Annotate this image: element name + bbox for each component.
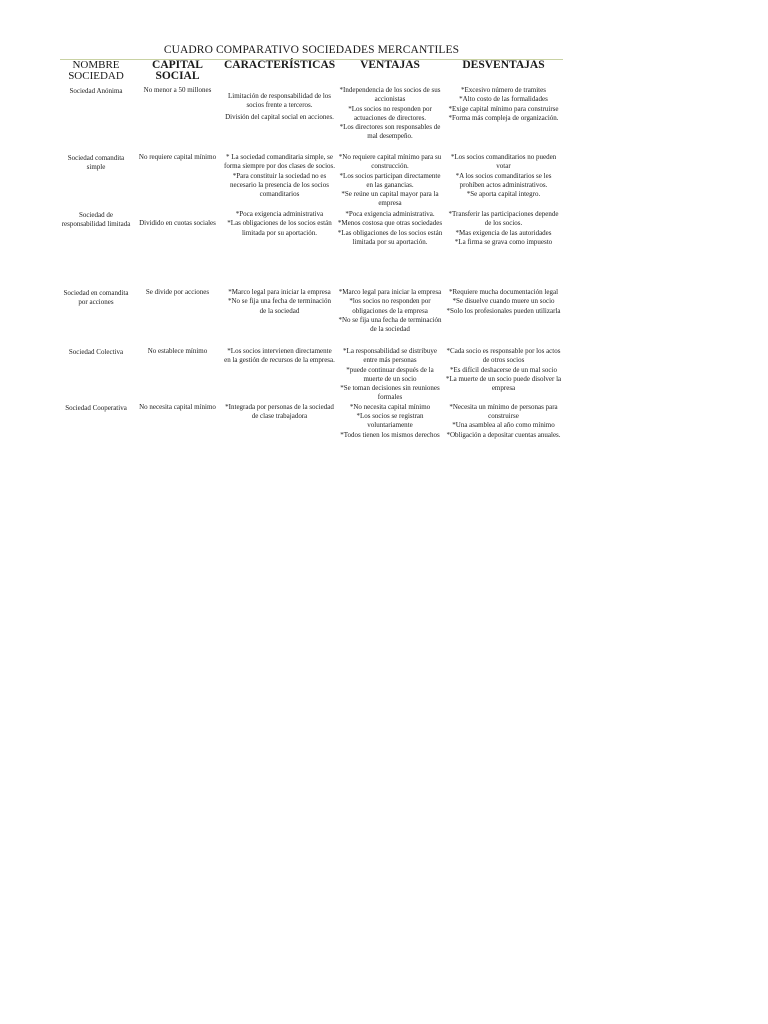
cell-desventajas bbox=[444, 288, 563, 347]
list-item: *Requiere mucha documentación legal bbox=[448, 288, 559, 296]
list-item: *Es difícil deshacerse de un mal socio bbox=[450, 365, 557, 374]
list-item: *Solo los profesionales pueden utilizarla bbox=[446, 306, 561, 315]
list-item: *Se toman decisiones sin reuniones formales bbox=[340, 384, 440, 402]
list-item: *Exige capital mínimo para construirse bbox=[448, 104, 559, 113]
cell-ventajas bbox=[336, 210, 444, 288]
cell-name: Sociedad en comandita por acciones bbox=[63, 289, 129, 307]
list-item: *Transferir las participaciones depende de los socios. bbox=[448, 210, 559, 228]
list-item: *Todos tienen los mismos derechos bbox=[340, 430, 440, 439]
list-item: *Poca exigencia administrativa. bbox=[345, 210, 435, 218]
comparison-table bbox=[60, 60, 563, 464]
list-item: *Una asamblea al año como mínimo bbox=[452, 421, 555, 430]
list-item: *Se aporta capital integro. bbox=[466, 190, 541, 199]
list-item: *Los socios participan directamente en las ganancias. bbox=[339, 171, 441, 189]
cell-caracteristicas bbox=[223, 153, 336, 210]
table-header-row bbox=[60, 60, 563, 86]
cell-caracteristicas bbox=[223, 210, 336, 288]
cell-ventajas bbox=[336, 347, 444, 403]
list-item: *Forma más compleja de organización. bbox=[448, 113, 559, 122]
list-item: *Alto costo de las formalidades bbox=[459, 95, 548, 104]
list-item: *Las obligaciones de los socios están limitada por su aportación. bbox=[337, 228, 443, 246]
cell-ventajas bbox=[336, 86, 444, 153]
list-item: *Necesita un mínimo de personas para construirse bbox=[449, 402, 558, 421]
list-item: *los socios no responden por obligaciones de la empresa bbox=[349, 297, 431, 315]
list-item: *Los socios comanditarios no pueden votar bbox=[450, 153, 557, 171]
cell-caracteristicas bbox=[223, 403, 336, 464]
cell-name: Sociedad Anónima bbox=[69, 87, 123, 95]
list-item: *Los socios intervienen directamente en la gestión de recursos de la empresa. bbox=[224, 347, 335, 365]
header-desventajas: DESVENTAJAS bbox=[462, 59, 545, 71]
cell-desventajas bbox=[444, 153, 563, 210]
list-item: *No necesita capital mínimo bbox=[349, 402, 431, 411]
cell-caracteristicas bbox=[223, 288, 336, 347]
table-row bbox=[60, 153, 563, 210]
table-row bbox=[60, 403, 563, 464]
document-title: CUADRO COMPARATIVO SOCIEDADES MERCANTILES bbox=[163, 44, 460, 56]
cell-ventajas bbox=[336, 403, 444, 464]
list-item: *Poca exigencia administrativa bbox=[235, 210, 324, 218]
header-caracteristicas: CARACTERÍSTICAS bbox=[224, 59, 336, 71]
list-item: *Mas exigencia de las autoridades bbox=[455, 228, 552, 237]
list-item: *A los socios comanditarios se les prohíben actos administrativos. bbox=[455, 171, 552, 189]
cell-capital: Se divide por acciones bbox=[145, 288, 210, 296]
list-item: *Se reúne un capital mayor para la empresa bbox=[341, 190, 439, 208]
list-item: *Obligación a depositar cuentas anuales. bbox=[446, 430, 561, 439]
cell-desventajas bbox=[444, 86, 563, 153]
header-ventajas: VENTAJAS bbox=[360, 59, 420, 71]
table-row bbox=[60, 347, 563, 403]
header-capital: CAPITAL SOCIAL bbox=[152, 59, 203, 82]
cell-ventajas bbox=[336, 153, 444, 210]
list-item: *No se fija una fecha de terminación de la sociedad bbox=[227, 297, 331, 315]
table-row bbox=[60, 210, 563, 288]
cell-name: Sociedad Cooperativa bbox=[65, 403, 127, 412]
cell-capital: Dividido en cuotas sociales bbox=[139, 219, 216, 227]
list-item: *Integrada por personas de la sociedad de clase trabajadora bbox=[225, 402, 334, 421]
cell-name: Sociedad de responsabilidad limitada bbox=[61, 211, 131, 229]
list-item: *Para constituir la sociedad no es necesario la presencia de los socios comanditarios bbox=[230, 171, 329, 199]
cell-capital: No requiere capital mínimo bbox=[138, 153, 217, 161]
list-item: *Se disuelve cuando muere un socio bbox=[452, 297, 555, 306]
header-nombre: NOMBRE SOCIEDAD bbox=[68, 59, 124, 82]
table-row bbox=[60, 86, 563, 153]
list-item: *Las obligaciones de los socios están limitada por su aportación. bbox=[227, 219, 332, 237]
list-item: *Los directores son responsables de mal desempeño. bbox=[339, 123, 441, 141]
table-row bbox=[60, 288, 563, 347]
cell-desventajas bbox=[444, 403, 563, 464]
list-item: *La muerte de un socio puede disolver la empresa bbox=[445, 374, 562, 393]
cell-caracteristicas bbox=[223, 86, 336, 153]
list-item: *No requiere capital mínimo para su construcción. bbox=[338, 153, 442, 171]
cell-name: Sociedad Colectiva bbox=[68, 348, 124, 356]
list-item: *puede continuar después de la muerte de un socio bbox=[346, 365, 434, 383]
cell-capital: No menor a 50 millones bbox=[143, 86, 212, 94]
list-item: *La firma se grava como impuesto bbox=[454, 237, 553, 246]
cell-capital: No necesita capital mínimo bbox=[139, 402, 216, 411]
list-item: *Independencia de los socios de sus accionistas bbox=[339, 86, 441, 104]
list-item: *Menos costosa que otras sociedades bbox=[337, 219, 443, 228]
list-item: *La responsabilidad se distribuye entre más personas bbox=[343, 347, 437, 365]
list-item: *Cada socio es responsable por los actos de otros socios bbox=[446, 347, 561, 365]
cell-caracteristicas bbox=[223, 347, 336, 403]
cell-ventajas bbox=[336, 288, 444, 347]
list-item: *Excesivo número de tramites bbox=[461, 86, 546, 94]
cell-name: Sociedad comandita simple bbox=[67, 154, 125, 172]
list-item: *Los socios se registran voluntariamente bbox=[356, 412, 424, 430]
list-item: División del capital social en acciones. bbox=[225, 112, 334, 121]
cell-desventajas bbox=[444, 210, 563, 288]
list-item: *Marco legal para iniciar la empresa bbox=[338, 288, 442, 296]
list-item: *No se fija una fecha de terminación de la sociedad bbox=[338, 315, 442, 334]
cell-capital: No establece mínimo bbox=[147, 347, 208, 355]
list-item: * La sociedad comanditaria simple, se forma siempre por dos clases de socios. bbox=[224, 153, 335, 171]
list-item: Limitación de responsabilidad de los socios frente a terceros. bbox=[227, 92, 332, 110]
list-item: *Marco legal para iniciar la empresa bbox=[228, 288, 331, 296]
list-item: *Los socios no responden por actuaciones de directores. bbox=[348, 104, 432, 122]
cell-desventajas bbox=[444, 347, 563, 403]
